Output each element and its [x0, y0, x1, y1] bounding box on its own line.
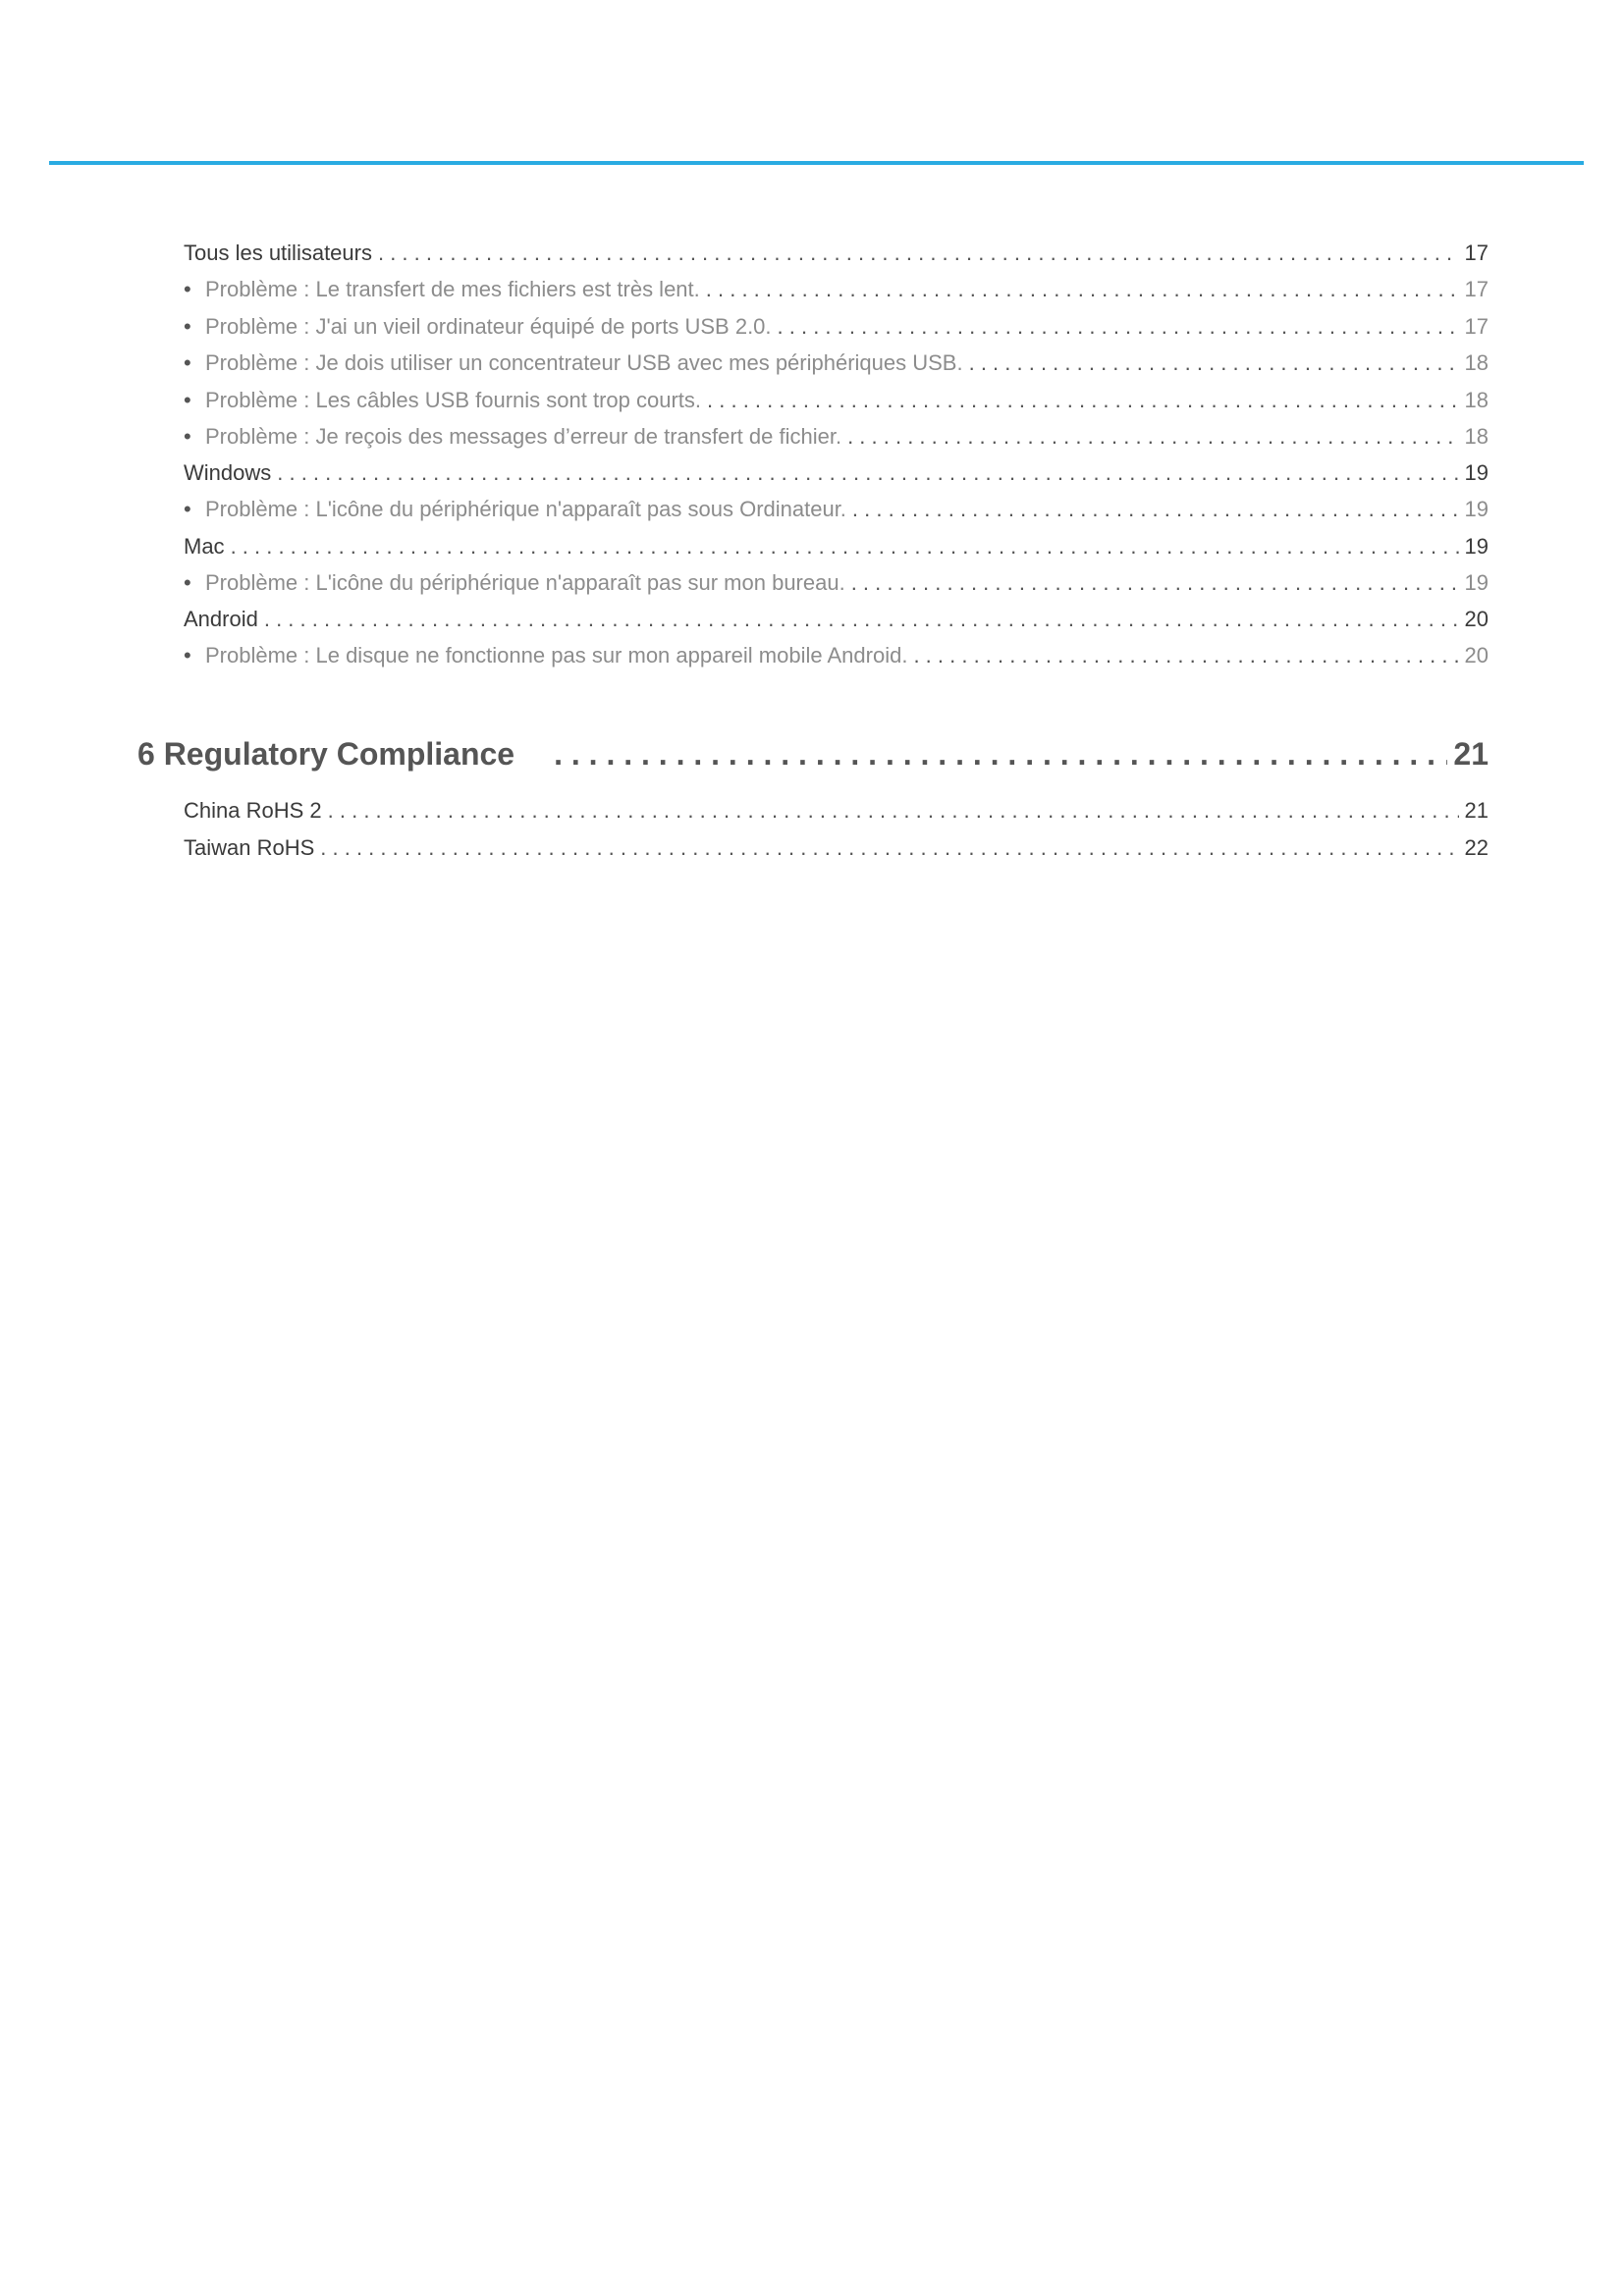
toc-entry-taiwan-rohs[interactable]: [184, 833, 1489, 863]
bullet-icon: •: [184, 570, 191, 595]
toc-entry-mac[interactable]: [184, 532, 1489, 561]
toc-page-number: 21: [1464, 798, 1489, 823]
toc-page-number: 21: [1453, 736, 1489, 772]
toc-entry-label: Android: [184, 607, 258, 631]
toc-entry-erreur-transfert[interactable]: [184, 422, 1489, 452]
dot-leader: [707, 386, 1459, 415]
toc-page-number: 17: [1464, 240, 1489, 265]
dot-leader: [851, 568, 1459, 598]
toc-chapter-regulatory-compliance[interactable]: [137, 734, 1489, 774]
dot-leader: [706, 275, 1459, 304]
dot-leader: [264, 605, 1459, 634]
toc-page-number: 20: [1464, 643, 1489, 667]
toc-page-number: 18: [1464, 388, 1489, 412]
bullet-icon: •: [184, 277, 191, 301]
toc-entry-label: Problème : Le transfert de mes fichiers est très lent.: [205, 277, 700, 301]
toc-page-number: 17: [1464, 314, 1489, 339]
header-rule: [49, 161, 1584, 165]
toc-entry-tous-les-utilisateurs[interactable]: [184, 239, 1489, 268]
dot-leader: [320, 833, 1458, 863]
dot-leader: [328, 796, 1459, 826]
dot-leader: [852, 495, 1459, 524]
bullet-icon: •: [184, 643, 191, 667]
dot-leader: [969, 348, 1459, 378]
toc-entry-label: Problème : L'icône du périphérique n'apparaît pas sur mon bureau.: [205, 570, 845, 595]
dot-leader: [778, 312, 1459, 342]
dot-leader: [277, 458, 1458, 488]
toc-page-number: 19: [1464, 497, 1489, 521]
toc-entry-label: Problème : Les câbles USB fournis sont trop courts.: [205, 388, 702, 412]
toc-entry-label: Problème : L'icône du périphérique n'apparaît pas sous Ordinateur.: [205, 497, 846, 521]
toc-entry-label: Problème : Je reçois des messages d’erreur de transfert de fichier.: [205, 424, 842, 449]
toc-page-number: 19: [1464, 534, 1489, 559]
toc-entry-label: Taiwan RoHS: [184, 835, 315, 860]
bullet-icon: •: [184, 388, 191, 412]
bullet-icon: •: [184, 314, 191, 339]
toc-entry-windows[interactable]: [184, 458, 1489, 488]
toc-entry-icone-bureau[interactable]: [184, 568, 1489, 598]
dot-leader: [847, 422, 1458, 452]
toc-entry-label: Tous les utilisateurs: [184, 240, 372, 265]
bullet-icon: •: [184, 497, 191, 521]
toc-page-number: 17: [1464, 277, 1489, 301]
toc-entry-label: Windows: [184, 460, 272, 485]
toc-page-number: 20: [1464, 607, 1489, 631]
toc-page-number: 22: [1464, 835, 1489, 860]
toc-entry-disque-android[interactable]: [184, 641, 1489, 670]
toc-entry-android[interactable]: [184, 605, 1489, 634]
toc-entry-icone-ordinateur[interactable]: [184, 495, 1489, 524]
toc-entry-usb-2[interactable]: [184, 312, 1489, 342]
toc-entry-concentrateur-usb[interactable]: [184, 348, 1489, 378]
toc-entry-transfert-lent[interactable]: [184, 275, 1489, 304]
bullet-icon: •: [184, 424, 191, 449]
toc-entry-label: China RoHS 2: [184, 798, 322, 823]
dot-leader: [231, 532, 1459, 561]
toc-entry-cables-courts[interactable]: [184, 386, 1489, 415]
toc-entry-label: Problème : Le disque ne fonctionne pas sur mon appareil mobile Android.: [205, 643, 908, 667]
toc-page-number: 19: [1464, 460, 1489, 485]
toc-entry-china-rohs[interactable]: [184, 796, 1489, 826]
dot-leader: [554, 734, 1447, 774]
dot-leader: [913, 641, 1458, 670]
toc-entry-label: Problème : Je dois utiliser un concentrateur USB avec mes périphériques USB.: [205, 350, 963, 375]
bullet-icon: •: [184, 350, 191, 375]
toc-page-number: 19: [1464, 570, 1489, 595]
toc-page-number: 18: [1464, 424, 1489, 449]
toc-entry-label: Problème : J'ai un vieil ordinateur équipé de ports USB 2.0.: [205, 314, 772, 339]
toc-entry-label: Mac: [184, 534, 225, 559]
dot-leader: [378, 239, 1459, 268]
toc-chapter-label: 6 Regulatory Compliance: [137, 736, 515, 772]
toc-page-number: 18: [1464, 350, 1489, 375]
